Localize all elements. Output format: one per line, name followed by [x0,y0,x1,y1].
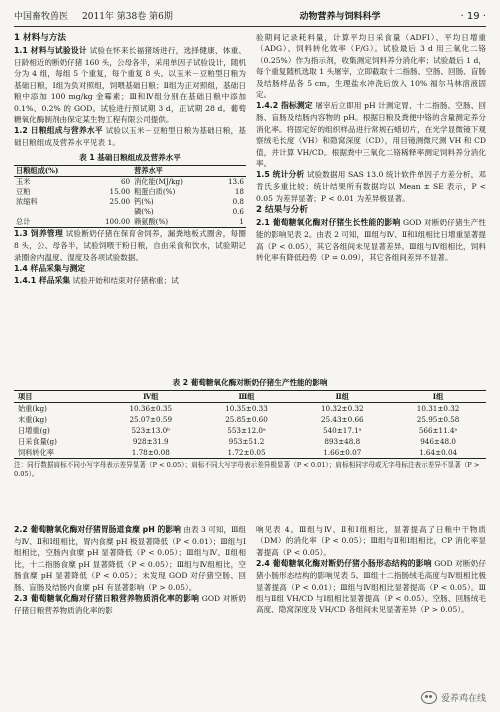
table1-header-row [14,166,246,177]
table2-header-row [14,391,486,403]
table2-row [14,425,486,436]
table1-cell: 消化能(MJ/kg) [134,177,183,187]
heading-2-2: 2.2 葡萄糖氧化酶对仔猪胃肠道食糜 pH 的影响 [14,525,181,534]
table2-cell: 566±11.4ᵃ [418,426,458,435]
table2-cell: 25.43±0.66 [320,415,364,424]
table1-cell: 赖氨酸(%) [134,217,169,227]
table1-row [14,177,246,188]
table1-cell: 60 [120,177,131,187]
text-1-4-1: 试验开始和结束对仔猪称重；试 [72,276,179,286]
table2-cell: 553±12.0ᵃ [227,426,266,435]
table2-cell: 25.85±0.60 [225,415,268,424]
table2-header-cell: Ⅳ组 [143,392,159,401]
table1-header-cell [215,166,246,177]
table1-cell: 25.00 [109,197,131,207]
table2-cell: 1.64±0.04 [419,448,458,457]
watermark [421,691,486,704]
table1-cell: 0.6 [232,207,244,217]
table1 [14,165,246,228]
heading-1-5: 1.5 统计分析 [256,170,305,180]
table2-cell: 日采食量(g) [18,437,57,446]
issue-info: 2011年 第38卷 第6期 [82,12,173,22]
heading-2-3: 2.3 葡萄糖氧化酶对仔猪日粮营养物质消化率的影响 [14,594,200,604]
heading-2-1: 2.1 葡萄糖氧化酶对仔猪生长性能的影响 [256,218,401,228]
heading-1-1: 1.1 材料与试验设计 [14,46,87,55]
left-column-bottom [14,524,246,616]
table2-cell: 10.36±0.35 [129,404,173,413]
table1-row [14,197,246,207]
table1-row [14,207,246,217]
table2-row [14,414,486,425]
table2 [14,390,486,459]
table1-cell [87,207,133,217]
table1-cell: 总计 [16,217,31,227]
watermark-text: 爱养鸡在线 [440,694,486,704]
paragraph-continued: 验期间记录耗料量，计算平均日采食量（ADFI）、平均日增重（ADG）、饲料转化效率（F/G）。试验最后 3 d 用三氧化二铬（0.25%）作为指示剂，收集测定饲料养分消化率；试验最后 1 d，每个重复随机选取 1 头屠宰，立即截取十二指肠、空肠、回肠、盲肠及结肠样品各 5 cm，生理盐水冲洗后放入 10% 福尔马林溶液固定。 [256,33,486,100]
text-1-5: 试验数据用 SAS 13.0 统计软件单因子方差分析，邓肯氏多重比较；统计结果所有数据均以 Mean ± SE 表示，P < 0.05 为差异显著；P < 0.01 为差异极显著。 [256,170,487,203]
table1-cell: 磷(%) [134,207,154,217]
table2-header-cell: Ⅰ组 [432,392,444,401]
table2-cell: 25.95±0.58 [416,415,460,424]
table1-cell: 浓缩料 [16,197,38,207]
table2-cell: 末重(kg) [18,415,47,424]
page-number: · 19 · [460,11,486,22]
table1-cell: 13.6 [227,177,244,187]
table2-header-cell: 项目 [18,392,33,401]
table2-cell: 10.32±0.32 [320,404,364,413]
heading-1-4-2: 1.4.2 指标测定 [256,101,313,111]
text-2-3: GOD 对断奶仔猪日粮营养物质消化率的影 [14,594,247,616]
table2-header-cell: Ⅱ组 [335,392,349,401]
text-2-1: GOD 对断奶仔猪生产性能的影响见表 2。由表 2 可知，Ⅲ组与Ⅳ、Ⅱ和Ⅰ组相比日增重显著提高（P < 0.05），其它各组间未见显著差异。Ⅲ组与Ⅳ组相比，饲料转化率有降低趋势（P = 0.09），其它各组间差异不显著。 [256,218,487,263]
heading-1-3: 1.3 饲养管理 [14,229,63,239]
heading-1-2: 1.2 日粮组成与营养水平 [14,126,103,136]
table1-cell: 豆粕 [16,187,31,197]
table2-cell: 1.72±0.05 [227,448,266,457]
running-header [14,8,486,27]
table1-cell: 玉米 [16,177,31,187]
table2-row [14,436,486,447]
heading-1-4-1: 1.4.1 样品采集 [14,276,71,286]
text-1-4-2: 屠宰后立即用 pH 计测定胃、十二指肠、空肠、回肠、盲肠及结肠内容物的 pH。根据日粮及粪便中铬的含量测定养分消化率。将固定好的组织样品进行常规石蜡切片，在光学显微镜下观察绒毛长度（VH）和隐窝深度（CD），用目镜测微尺测 VH 和 CD 值，并计算 VH/CD。根据粪中三氧化二铬稀释率测定饲料养分消化率。 [256,101,487,169]
table2-cell: 893±48.8 [324,437,361,446]
paragraph-continued-2: 响见表 4。Ⅲ组与Ⅳ、Ⅱ和Ⅰ组相比，显著提高了日粮中干物质（DM）的消化率（P < 0.05）；Ⅲ组与Ⅱ和Ⅰ组相比，CP 消化率显著提高（P < 0.05）。 [256,525,486,557]
table1-cell: 钙(%) [134,197,154,207]
table2-row [14,403,486,415]
table2-cell: 1.66±0.07 [323,448,362,457]
heading-1-4: 1.4 样品采集与测定 [14,264,86,274]
table1-cell: 18 [234,187,244,197]
table1-header-cell: 营养水平 [134,166,163,176]
heading-2-4: 2.4 葡萄糖氧化酶对断奶仔猪小肠形态结构的影响 [256,559,432,569]
table1-caption: 表 1 基础日粮组成及营养水平 [79,152,181,162]
table1-cell: 15.00 [109,187,131,197]
text-1-3: 试验断奶仔猪在保育舍饲养，漏粪地板式圈舍，每圈 8 头，公、母各半，试验饲喂干粉日粮，自由采食和饮水，试验期记录圈舍内温度、湿度及各项试验数据。 [14,229,246,262]
text-2-4: GOD 对断奶仔猪小肠形态结构的影响见表 5。Ⅲ组十二指肠绒毛高度与Ⅳ组相比极显著提高（P < 0.01）；Ⅲ组与Ⅳ组相比显著提高（P < 0.05）。Ⅲ组与Ⅱ组 VH/CD 与Ⅰ组相比显著提高（P < 0.05）。空肠、回肠绒毛高度、隐窝深度及 VH/CD 各组间未见显著差异（P > 0.05）。 [256,559,487,615]
heading-materials-methods: 1 材料与方法 [14,33,66,43]
table1-cell: 粗蛋白质(%) [134,187,176,197]
text-1-1: 试验在怀来长福猪场进行，选择健康、体重、日龄相近的断奶仔猪 160 头，公母各半，采用单因子试验设计，随机分为 4 组，每组 5 个重复，每个重复 8 头。以玉米－豆粕型日粮为基础日粮，Ⅰ组为负对照组，饲喂基础日粮；Ⅱ组为正对照组，基础日粮中添加 100 mg/kg 金霉素；Ⅲ和Ⅳ组分别在基础日粮中添加 0.1%、0.2% 的 GOD。试验进行预试期 3 d，正试期 28 d。葡萄糖氧化酶制剂由保定某生物工程有限公司提供。 [14,46,247,125]
table1-cell: 0.8 [232,197,244,207]
table2-cell: 523±13.0ᵇ [131,426,171,435]
table2-cell: 928±31.9 [132,437,169,446]
text-1-2: 试验以玉米－豆粕型日粮为基础日粮，基础日粮组成及营养水平见表 1。 [14,126,247,148]
table2-block [14,374,486,479]
table2-cell: 10.31±0.32 [416,404,460,413]
left-column-top [14,32,246,287]
right-column-bottom [256,524,486,616]
wechat-icon [421,691,437,704]
table1-row [14,217,246,228]
table2-cell: 始重(kg) [18,404,47,413]
section-name: 动物营养与饲料科学 [299,12,381,22]
table2-cell: 953±51.2 [228,437,265,446]
table1-cell: 100.00 [104,217,131,227]
text-2-2: 由表 3 可知，Ⅲ组与Ⅳ、Ⅱ和Ⅰ组相比，胃内食糜 pH 极显著降低（P < 0.01）；Ⅲ组与Ⅰ组相比，空肠内食糜 pH 显著降低（P < 0.05）；Ⅲ组与Ⅳ、Ⅱ组相比，十二指肠食糜 pH 显著降低（P < 0.05）；Ⅲ组与Ⅳ组相比，空肠食糜 pH 显著降低（P < 0.05）；未发现 GOD 对仔猪空肠、回肠、盲肠及结肠内食糜 pH 有显著影响（P > 0.05）。 [14,525,247,592]
table2-caption: 表 2 葡萄糖氧化酶对断奶仔猪生产性能的影响 [172,378,328,387]
table2-note: 注：同行数据肩标不同小写字母表示差异显著（P < 0.05）；肩标不同大写字母表示差异极显著（P < 0.01）；肩标相同字母或无字母标注表示差异不显著（P > 0.05）。 [14,461,480,478]
table2-cell: 25.07±0.59 [129,415,173,424]
table2-cell: 946±48.0 [420,437,456,446]
table2-cell: 10.35±0.33 [225,404,268,413]
table2-row [14,447,486,459]
table2-header-cell: Ⅲ组 [238,392,255,401]
table2-cell: 日增重(g) [18,426,50,435]
journal-name: 中国畜牧兽医 [14,12,69,22]
table1-cell [14,207,87,217]
table2-cell: 饲料转化率 [18,448,54,457]
table1-cell: 1 [239,217,244,227]
table1-header-cell [87,166,133,177]
table1-row [14,187,246,197]
table2-cell: 540±17.1ᵃ [323,426,362,435]
table1-header-cell: 日粮组成(%) [16,166,59,176]
right-column-top [256,32,486,264]
heading-results: 2 结果与分析 [256,205,308,216]
table2-cell: 1.78±0.08 [131,448,170,457]
